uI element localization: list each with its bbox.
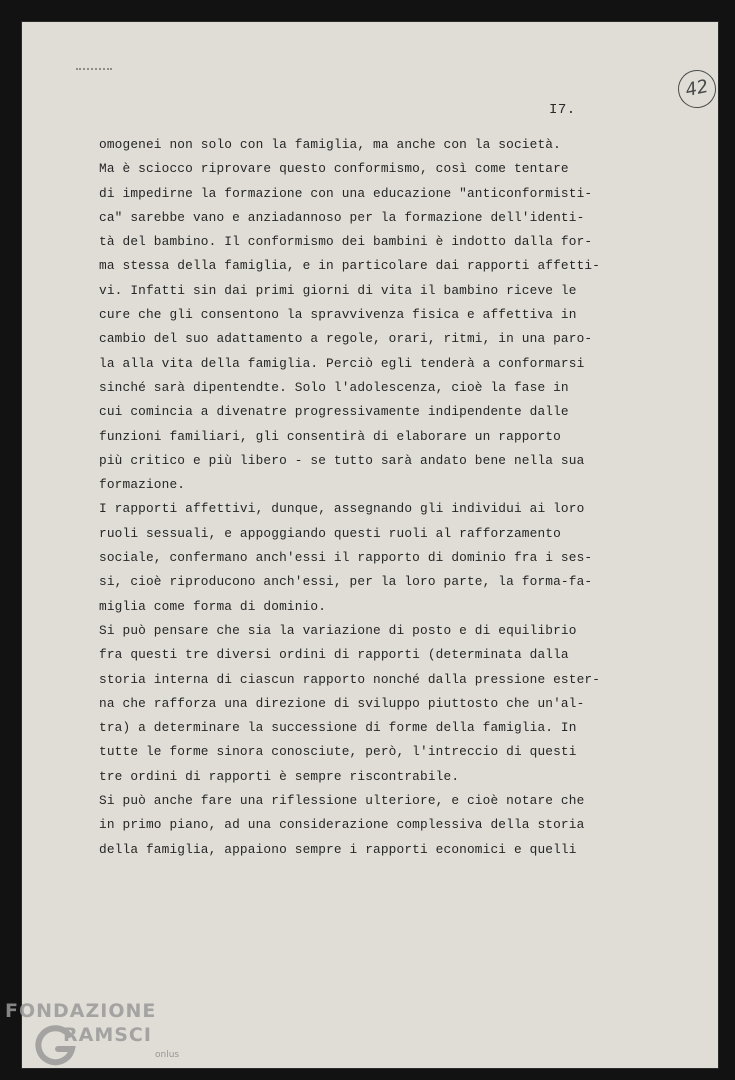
text-line: di impedirne la formazione con una educazione "anticonformisti-	[99, 185, 593, 201]
text-line: la alla vita della famiglia. Perciò egli tenderà a conformarsi	[99, 355, 585, 371]
text-line: Si può anche fare una riflessione ulteriore, e cioè notare che	[99, 793, 585, 809]
watermark-line-1: FONDAZIONE	[5, 1000, 157, 1022]
text-line: Ma è sciocco riprovare questo conformismo, così come tentare	[99, 161, 569, 177]
handwritten-archive-number: 42	[674, 66, 719, 111]
text-line: fra questi tre diversi ordini di rapporti (determinata dalla	[99, 647, 569, 663]
text-line: in primo piano, ad una considerazione complessiva della storia	[99, 817, 585, 833]
text-line: sociale, confermano anch'essi il rapporto di dominio fra i ses-	[99, 550, 593, 566]
text-line: Si può pensare che sia la variazione di posto e di equilibrio	[99, 622, 577, 638]
text-line: miglia come forma di dominio.	[99, 598, 327, 614]
text-line: vi. Infatti sin dai primi giorni di vita il bambino riceve le	[99, 282, 577, 298]
text-line: funzioni familiari, gli consentirà di elaborare un rapporto	[99, 428, 561, 444]
text-line: storia interna di ciascun rapporto nonché dalla pressione ester-	[99, 671, 601, 687]
text-line: più critico e più libero - se tutto sarà andato bene nella sua	[99, 452, 585, 468]
text-line: tà del bambino. Il conformismo dei bambini è indotto dalla for-	[99, 234, 593, 250]
text-line: omogenei non solo con la famiglia, ma anche con la società.	[99, 137, 561, 152]
text-line: ruoli sessuali, e appoggiando questi ruoli al rafforzamento	[99, 525, 561, 541]
text-line: ca" sarebbe vano e anziadannoso per la formazione dell'identi-	[99, 209, 585, 225]
text-line: sinché sarà dipentendte. Solo l'adolescenza, cioè la fase in	[99, 379, 569, 395]
text-line: formazione.	[99, 477, 186, 493]
text-line: cure che gli consentono la spravvivenza fisica e affettiva in	[99, 307, 577, 323]
watermark-line-2: RAMSCI	[63, 1024, 152, 1046]
margin-dash-marks	[76, 68, 112, 74]
text-line: si, cioè riproducono anch'essi, per la loro parte, la forma-fa-	[99, 574, 593, 590]
text-line: cambio del suo adattamento a regole, orari, ritmi, in una paro-	[99, 331, 593, 347]
text-line: tre ordini di rapporti è sempre riscontrabile.	[99, 768, 460, 784]
text-line: della famiglia, appaiono sempre i rapporti economici e quelli	[99, 841, 577, 857]
text-line: cui comincia a divenatre progressivamente indipendente dalle	[99, 404, 569, 420]
typewritten-body-text	[99, 133, 639, 862]
page-number: I7.	[549, 102, 576, 118]
text-line: tra) a determinare la successione di forme della famiglia. In	[99, 720, 577, 736]
text-line: ma stessa della famiglia, e in particolare dai rapporti affetti-	[99, 258, 601, 274]
watermark-onlus: onlus	[155, 1050, 180, 1060]
text-line: tutte le forme sinora conosciute, però, l'intreccio di questi	[99, 744, 577, 760]
fondazione-gramsci-watermark	[5, 1000, 195, 1078]
text-line: I rapporti affettivi, dunque, assegnando gli individui ai loro	[99, 501, 585, 517]
text-line: na che rafforza una direzione di sviluppo piuttosto che un'al-	[99, 695, 585, 711]
